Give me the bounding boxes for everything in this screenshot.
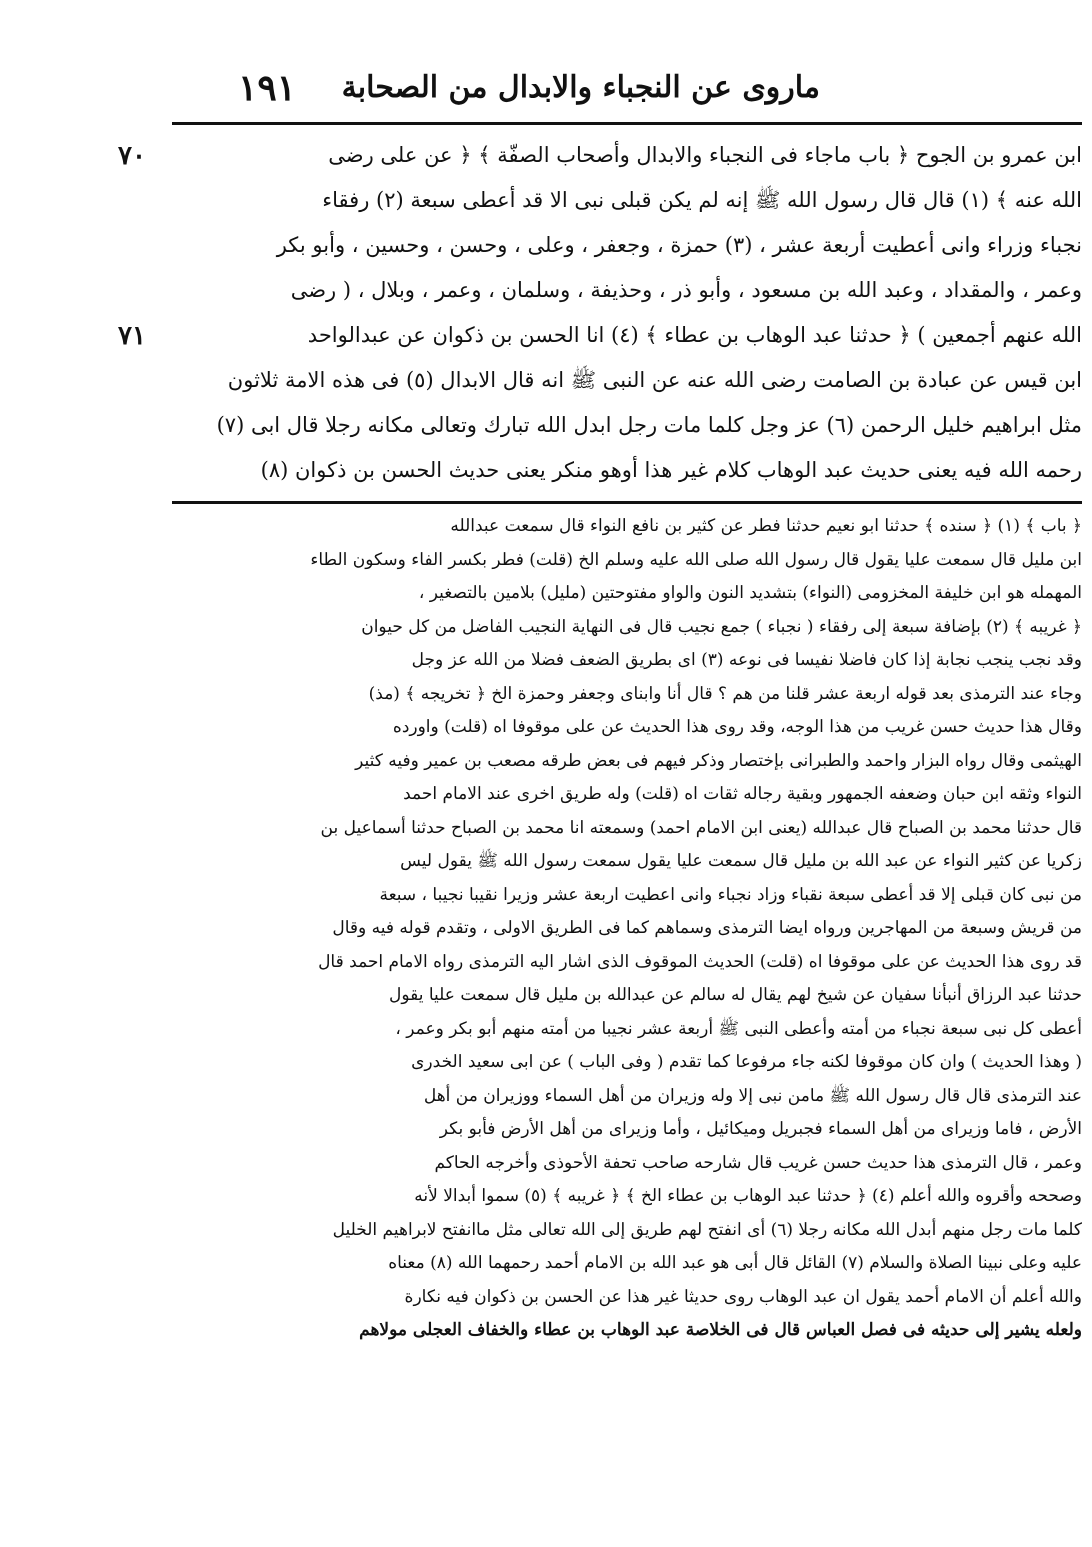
commentary-line: المهمله هو ابن خليفة المخزومى (النواء) بتشديد النون والواو مفتوحتين (مليل) بلامين بالتصغير ، [418, 583, 1082, 603]
commentary-line: والله أعلم أن الامام أحمد يقول ان عبد الوهاب روى حديثا غير هذا عن الحسن بن ذكوان فيه نكارة [404, 1286, 1082, 1307]
hadith-line: ابن قيس عن عبادة بن الصامت رضى الله عنه عن النبى ﷺ انه قال الابدال (٥) فى هذه الامة ثلاثون [227, 368, 1082, 392]
hadith-line: ابن عمرو بن الجوح ﴿ باب ماجاء فى النجباء والابدال وأصحاب الصفّة ﴾ ﴿ عن على رضى [328, 143, 1082, 167]
margin-hadith-number: ٧١ [118, 321, 146, 351]
hadith-line: رحمه الله فيه يعنى حديث عبد الوهاب كلام غير هذا أوهو منكر يعنى حديث الحسن بن ذكوان (٨) [260, 458, 1082, 482]
commentary-line: وعمر ، قال الترمذى هذا حديث حسن غريب قال شارحه صاحب تحفة الأحوذى وأخرجه الحاكم [434, 1152, 1082, 1173]
running-title: ماروى عن النجباء والابدال من الصحابة [341, 70, 820, 105]
commentary-line: قال حدثنا محمد بن الصباح قال عبدالله (يعنى ابن الامام احمد) وسمعته انا محمد بن الصباح حدثنا أسماعيل بن [320, 817, 1082, 838]
page-header [0, 62, 1092, 114]
commentary-line: النواء وثقه ابن حبان وضعفه الجمهور وبقية رجاله ثقات اه (قلت) وله طريق اخرى عند الامام احمد [403, 784, 1082, 804]
hadith-line: الله عنهم أجمعين ) ﴿ حدثنا عبد الوهاب بن عطاء ﴾ (٤) انا الحسن بن ذكوان عن عبدالواحد [307, 323, 1082, 347]
hadith-line: وعمر ، والمقداد ، وعبد الله بن مسعود ، وأبو ذر ، وحذيفة ، وسلمان ، وعمر ، وبلال ، ( رضى [290, 278, 1082, 302]
commentary-line: ولعله يشير إلى حديثه فى فصل العباس قال فى الخلاصة عبد الوهاب بن عطاء والخفاف العجلى مولاهم [359, 1320, 1082, 1340]
hadith-line: الله عنه ﴾ (١) قال قال رسول الله ﷺ إنه لم يكن قبلى نبى الا قد أعطى سبعة (٢) رفقاء [322, 188, 1082, 212]
hadith-line: مثل ابراهيم خليل الرحمن (٦) عز وجل كلما مات رجل ابدل الله تبارك وتعالى مكانه رجلا قال ابى (٧) [216, 413, 1082, 437]
commentary-line: أعطى كل نبى سبعة نجباء من أمته وأعطى النبى ﷺ أربعة عشر نجيبا من أمته منهم أبو بكر وعمر ، [395, 1018, 1082, 1039]
hadith-text-block [172, 133, 1082, 493]
commentary-block [172, 510, 1082, 1348]
commentary-line: الأرض ، فاما وزيراى من أهل السماء فجبريل وميكائيل ، وأما وزيراى من أهل الأرض فأبو بكر [439, 1119, 1082, 1139]
commentary-line: عند الترمذى قال قال رسول الله ﷺ مامن نبى إلا وله وزيران من أهل السماء ووزيران من أهل [423, 1085, 1082, 1106]
page-number: ١٩١ [238, 67, 297, 109]
header-rule [172, 122, 1082, 125]
commentary-line: قد روى هذا الحديث عن على موقوفا اه (قلت) الحديث الموقوف الذى اشار اليه الترمذى رواه الامام احمد قال [318, 951, 1082, 972]
commentary-line: ﴿ غريبه ﴾ (٢) بإضافة سبعة إلى رفقاء ( نجباء ) جمع نجيب قال فى النهاية النجيب الفاضل من كل حيوان [361, 616, 1082, 637]
commentary-line: وقال هذا حديث حسن غريب من هذا الوجه، وقد روى هذا الحديث عن على موقوفا اه (قلت) واورده [392, 717, 1082, 737]
hadith-line: نجباء وزراء وانى أعطيت أربعة عشر ، (٣) حمزة ، وجعفر ، وعلى ، وحسن ، وحسين ، وأبو بكر [276, 233, 1082, 257]
commentary-line: من قريش وسبعة من المهاجرين ورواه ايضا الترمذى وسماهم كما فى الطريق الاولى ، وتقدم قوله فيه وقال [332, 918, 1082, 938]
section-divider [172, 501, 1082, 504]
margin-hadith-number: ٧٠ [118, 141, 146, 171]
commentary-line: وقد نجب ينجب نجابة إذا كان فاضلا نفيسا فى نوعه (٣) اى بطريق الضعف فضلا من الله عز وجل [411, 650, 1082, 670]
commentary-line: وصححه وأقروه والله أعلم (٤) ﴿ حدثنا عبد الوهاب بن عطاء الخ ﴾ ﴿ غريبه ﴾ (٥) سموا أبدالا لأنه [414, 1186, 1082, 1206]
commentary-line: ابن مليل قال سمعت عليا يقول قال رسول الله صلى الله عليه وسلم الخ (قلت) فطر بكسر الفاء وسكون الطاء [310, 549, 1082, 570]
commentary-line: زكريا عن كثير النواء عن عبد الله بن مليل قال سمعت عليا يقول سمعت رسول الله ﷺ يقول ليس [400, 851, 1082, 871]
commentary-line: حدثنا عبد الرزاق أنبأنا سفيان عن شيخ لهم يقال له سالم عن عبدالله بن مليل قال سمعت عليا يقول [389, 985, 1082, 1005]
commentary-line: ( وهذا الحديث ) وان كان موقوفا لكنه جاء مرفوعا كما تقدم ( وفى الباب ) عن ابى سعيد الخدرى [411, 1052, 1082, 1072]
commentary-line: كلما مات رجل منهم أبدل الله مكانه رجلا (٦) أى انفتح لهم طريق إلى الله تعالى مثل ماانفتح لابراهيم الخليل [332, 1219, 1082, 1240]
commentary-line: من نبى كان قبلى إلا قد أعطى سبعة نقباء وزاد نجباء وانى اعطيت اربعة عشر وزيرا نقيبا نجيبا ، سبعة [379, 884, 1082, 905]
commentary-line: الهيثمى وقال رواه البزار واحمد والطبرانى بإختصار وذكر فيهم فى بعض طرقه مصعب بن عمير وفيه كثير [355, 750, 1082, 771]
commentary-line: وجاء عند الترمذى بعد قوله اربعة عشر قلنا من هم ؟ قال أنا وابناى وجعفر وحمزة الخ ﴿ تخريجه ﴾ (مذ) [368, 683, 1082, 704]
commentary-line: ﴿ باب ﴾ (١) ﴿ سنده ﴾ حدثنا ابو نعيم حدثنا فطر عن كثير بن نافع النواء قال سمعت عبدالله [450, 516, 1082, 536]
commentary-line: عليه وعلى نبينا الصلاة والسلام (٧) القائل قال أبى هو عبد الله بن الامام أحمد رحمهما الله (٨) معناه [388, 1253, 1082, 1273]
